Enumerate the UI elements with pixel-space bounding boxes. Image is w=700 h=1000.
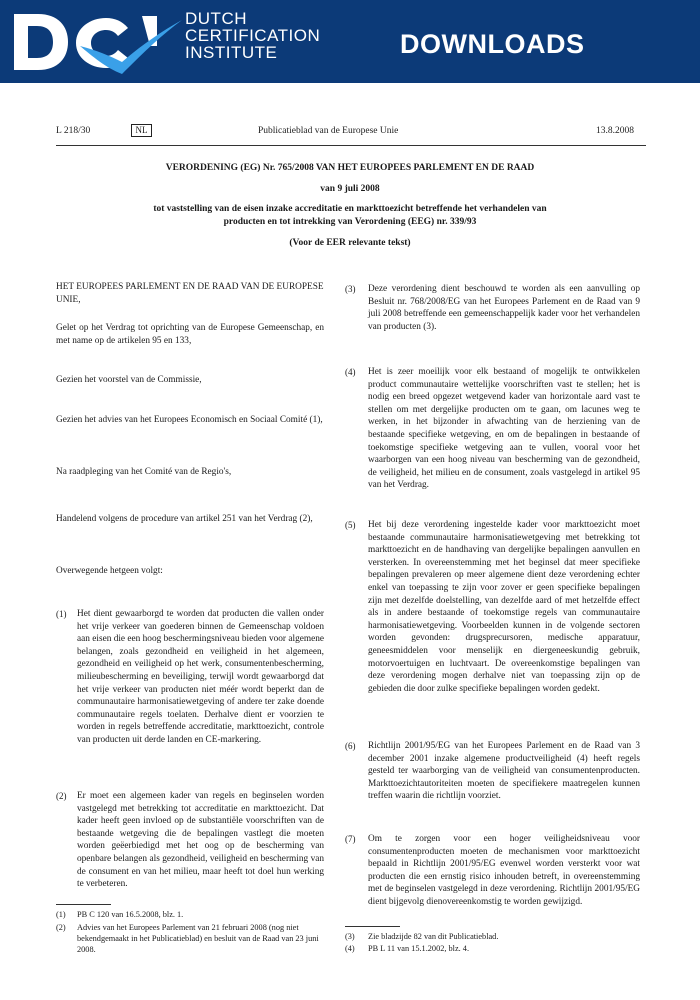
regulation-subject-line-2: producten en tot intrekking van Verordening (EEG) nr. 339/93 (223, 217, 477, 227)
footnote-2: Advies van het Europees Parlement van 21 februari 2008 (nog niet bekendgemaakt in het Publicatieblad) en besluit van de Raad van 23 juni 2008. (77, 923, 319, 954)
recital-number: (1) (56, 609, 67, 619)
regulation-title: VERORDENING (EG) Nr. 765/2008 VAN HET EUROPEES PARLEMENT EN DE RAAD (165, 163, 535, 173)
recital-number: (7) (345, 834, 356, 844)
publication-date: 13.8.2008 (596, 126, 634, 136)
header-rule (56, 145, 646, 146)
preamble-proposal: Gezien het voorstel van de Commissie, (56, 375, 202, 385)
downloads-link[interactable]: DOWNLOADS (400, 29, 585, 59)
footnote-rule (56, 904, 111, 905)
brand-line-3: INSTITUTE (185, 43, 278, 62)
footnote-3: Zie bladzijde 82 van dit Publicatieblad. (368, 932, 499, 941)
recital-1: Het dient gewaarborgd te worden dat producten die vallen onder het vrije verkeer van goederen binnen de Gemeenschap voldoen aan eisen die een hoog beschermingsniveau bieden voor algemene belangen, zoals gezondheid en veiligheid in het algemeen, gezondheid en veiligheid op het werk, consumentenbescherming, milieubescherming en beveiliging, terwijl wordt gewaarborgd dat het vrije verkeer van producten niet méér wordt beperkt dan de communautaire harmonisatiewetgeving of andere ter zake doende communautaire regels toelaten. Derhalve dient er voorzien te worden in regels betreffende accreditatie, markttoezicht, controle van producten uit derde landen en CE-markering. (77, 609, 324, 745)
preamble-treaty: Gelet op het Verdrag tot oprichting van de Europese Gemeenschap, en met name op de artikelen 95 en 133, (56, 323, 324, 346)
footnote-rule (345, 926, 400, 927)
preamble-ecosoc: Gezien het advies van het Europees Economisch en Sociaal Comité (1), (56, 415, 323, 425)
eea-relevance: (Voor de EER relevante tekst) (289, 238, 411, 248)
preamble-procedure: Handelend volgens de procedure van artikel 251 van het Verdrag (2), (56, 514, 313, 524)
brand-line-1: DUTCH (185, 9, 247, 28)
recital-number: (6) (345, 741, 356, 751)
recital-2: Er moet een algemeen kader van regels en beginselen worden vastgelegd met betrekking tot accreditatie en markttoezicht. Dat kader heeft geen invloed op de substantiële voorschriften van de bestaande wetgeving die de bepalingen vastlegt die moeten worden geëerbiedigd met het oog op de bescherming van openbare belangen als gezondheid, veiligheid en bescherming van de consument en van het milieu, maar heeft tot doel hun werking te verbeteren. (77, 791, 324, 890)
language-box: NL (131, 124, 152, 137)
regulation-date: van 9 juli 2008 (320, 184, 380, 194)
brand-line-2: CERTIFICATION (185, 26, 321, 45)
journal-name: Publicatieblad van de Europese Unie (258, 126, 399, 136)
recital-6: Richtlijn 2001/95/EG van het Europees Parlement en de Raad van 3 december 2001 inzake algemene productveiligheid (4) heeft regels gesteld ter waarborging van de veiligheid van consumentenproducten. Markttoezichtautoriteiten moeten de specifiekere maatregelen kunnen treffen waarin die richtlijn voorziet. (368, 741, 640, 802)
footnote-1: PB C 120 van 16.5.2008, blz. 1. (77, 910, 184, 919)
preamble-parties: HET EUROPEES PARLEMENT EN DE RAAD VAN DE EUROPESE UNIE, (56, 282, 324, 305)
footnote-number: (2) (56, 923, 66, 932)
dci-logo (10, 6, 185, 76)
preamble-whereas: Overwegende hetgeen volgt: (56, 566, 163, 576)
page-number: L 218/30 (56, 126, 91, 136)
recital-4: Het is zeer moeilijk voor elk bestaand of mogelijk te ontwikkelen product communautaire wettelijke voorschriften vast te stellen; het is nodig een breed opgezet wetgevend kader van horizontale aard vast te stellen om met dergelijke producten om te gaan, om lacunes weg te werken, in het bijzonder in afwachting van de herziening van de bestaande specifieke wetgeving, en om de bepalingen in bestaande of toekomstige specifieke wetgeving aan te vullen, vooral voor het waarborgen van een hoog niveau van bescherming van de gezondheid, de veiligheid, het milieu en de consument, zoals vastgelegd in artikel 95 van het Verdrag. (368, 367, 640, 491)
regulation-subject-line-1: tot vaststelling van de eisen inzake accreditatie en markttoezicht betreffende het verhandelen van (153, 204, 547, 214)
footnote-4: PB L 11 van 15.1.2002, blz. 4. (368, 944, 470, 953)
recital-number: (4) (345, 367, 356, 377)
footnote-number: (1) (56, 910, 66, 919)
recital-5: Het bij deze verordening ingestelde kader voor markttoezicht moet bestaande communautaire harmonisatiewetgeving met betrekking tot markttoezicht en de handhaving van dergelijke bepalingen aanvullen en versterken. In overeenstemming met het beginsel dat meer specifieke bepalingen prevaleren op meer algemene dient deze verordening echter enkel van toepassing te zijn voor zover er geen specifieke bepalingen zijn met dezelfde doelstelling, van dezelfde aard of met hetzelfde effect als in andere bestaande of toekomstige regels van communautaire harmonisatiewetgeving. Voorbeelden kunnen in de volgende sectoren worden gevonden: drugsprecursoren, medische apparatuur, geneesmiddelen voor menselijk en diergeneeskundig gebruik, motorvoertuigen en luchtvaart. De overeenkomstige bepalingen van deze verordening mogen derhalve niet van toepassing zijn op de gebieden die door zulke specifieke bepalingen worden gedekt. (368, 520, 640, 694)
preamble-regions: Na raadpleging van het Comité van de Regio's, (56, 467, 232, 477)
recital-number: (3) (345, 284, 356, 294)
site-banner (0, 0, 700, 83)
brand-name (185, 10, 320, 61)
recital-number: (5) (345, 520, 356, 530)
recital-3: Deze verordening dient beschouwd te worden als een aanvulling op Besluit nr. 768/2008/EG van het Europees Parlement en de Raad van 9 juli 2008 betreffende een gemeenschappelijk kader voor het verhandelen van producten (3). (368, 284, 640, 332)
recital-7: Om te zorgen voor een hoger veiligheidsniveau voor consumentenproducten moeten de mechanismen voor markttoezicht bepaald in Richtlijn 2001/95/EG evenwel worden versterkt voor wat producten die een ernstig risico inhouden betreft, in overeenstemming met de beginselen vastgelegd in deze verordening. Richtlijn 2001/95/EG dient bijgevolg dienovereenkomstig te worden gewijzigd. (368, 834, 640, 907)
footnote-number: (4) (345, 944, 355, 953)
footnote-number: (3) (345, 932, 355, 941)
recital-number: (2) (56, 791, 67, 801)
